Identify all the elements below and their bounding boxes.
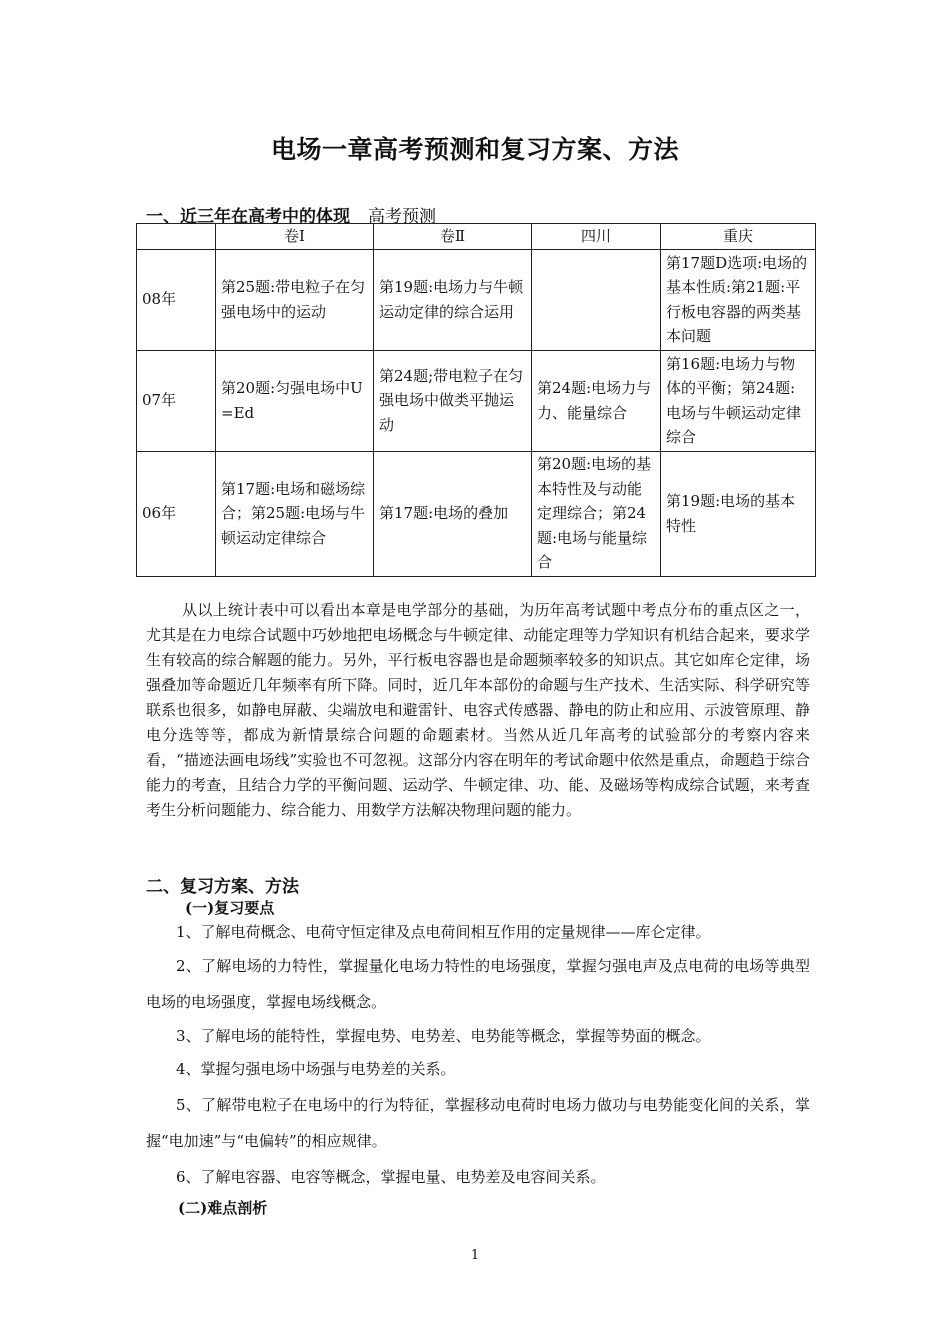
page-number: 1 <box>470 1248 480 1263</box>
table-cell: 第17题:电场的叠加 <box>374 451 532 576</box>
table-cell: 第17题:电场和磁场综合；第25题:电场与牛顿运动定律综合 <box>216 451 374 576</box>
table-year-cell: 06年 <box>137 451 216 576</box>
table-cell: 第19题:电场力与牛顿运动定律的综合运用 <box>374 249 532 350</box>
review-item: 6、了解电容器、电容等概念，掌握电量、电势差及电容间关系。 <box>176 1168 606 1186</box>
section-heading-1-text: 一、近三年在高考中的体现 <box>146 207 350 227</box>
table-row <box>137 350 816 451</box>
review-item: 3、了解电场的能特性，掌握电势、电势差、电势能等概念，掌握等势面的概念。 <box>176 1027 711 1045</box>
subsection-review-points: (一)复习要点 <box>185 899 275 917</box>
table-header-row <box>137 224 816 250</box>
review-item: 2、了解电场的力特性，掌握量化电场力特性的电场强度，掌握匀强电声及点电荷的电场等典型电场的电场强度，掌握电场线概念。 <box>146 957 810 1011</box>
section-heading-2: 二、复习方案、方法 <box>146 877 299 897</box>
table-header-cell: 四川 <box>532 224 661 250</box>
exam-stats-table <box>136 223 816 577</box>
table-cell: 第20题:电场的基本特性及与动能定理综合；第24题:电场与能量综合 <box>532 451 661 576</box>
table-cell: 第17题D选项:电场的基本性质:第21题:平行板电容器的两类基本问题 <box>661 249 816 350</box>
table-header-cell: 重庆 <box>661 224 816 250</box>
page-title: 电场一章高考预测和复习方案、方法 <box>270 135 679 164</box>
subsection-difficulty-analysis: (二)难点剖析 <box>178 1199 268 1217</box>
table-header-cell: 卷Ⅱ <box>374 224 532 250</box>
review-item: 1、了解电荷概念、电荷守恒定律及点电荷间相互作用的定量规律——库仑定律。 <box>176 923 711 941</box>
table-header-cell <box>137 224 216 250</box>
section-subheading: 高考预测 <box>368 207 436 227</box>
table-cell: 第24题:电场力与力、能量综合 <box>532 350 661 451</box>
table-row <box>137 451 816 576</box>
table-cell: 第16题:电场力与物体的平衡；第24题:电场与牛顿运动定律综合 <box>661 350 816 451</box>
table-cell: 第20题:匀强电场中U =Ed <box>216 350 374 451</box>
table-cell: 第25题:带电粒子在匀强电场中的运动 <box>216 249 374 350</box>
table-cell: 第24题;带电粒子在匀强电场中做类平抛运动 <box>374 350 532 451</box>
table-row <box>137 249 816 350</box>
analysis-paragraph: 从以上统计表中可以看出本章是电学部分的基础，为历年高考试题中考点分布的重点区之一，尤其是在力电综合试题中巧妙地把电场概念与牛顿定律、动能定理等力学知识有机结合起来，要求学生有较高的综合解题的能力。另外，平行板电容器也是命题频率较多的知识点。其它如库仑定律，场强叠加等命题近几年频率有所下降。同时，近几年本部份的命题与生产技术、生活实际、科学研究等联系也很多，如静电屏蔽、尖端放电和避雷针、电容式传感器、静电的防止和应用、示波管原理、静电分选等等，都成为新情景综合问题的命题素材。当然从近几年高考的试验部分的考察内容来看，“描迹法画电场线”实验也不可忽视。这部分内容在明年的考试命题中依然是重点，命题趋于综合能力的考查，且结合力学的平衡问题、运动学、牛顿定律、功、能、及磁场等构成综合试题，来考查考生分析问题能力、综合能力、用数学方法解决物理问题的能力。 <box>146 601 810 819</box>
table-header-cell: 卷Ⅰ <box>216 224 374 250</box>
review-item: 4、掌握匀强电场中场强与电势差的关系。 <box>176 1060 456 1078</box>
table-cell <box>532 249 661 350</box>
table-cell: 第19题:电场的基本特性 <box>661 451 816 576</box>
review-item: 5、了解带电粒子在电场中的行为特征，掌握移动电荷时电场力做功与电势能变化间的关系，掌握“电加速”与“电偏转”的相应规律。 <box>146 1096 810 1150</box>
table-year-cell: 08年 <box>137 249 216 350</box>
table-year-cell: 07年 <box>137 350 216 451</box>
